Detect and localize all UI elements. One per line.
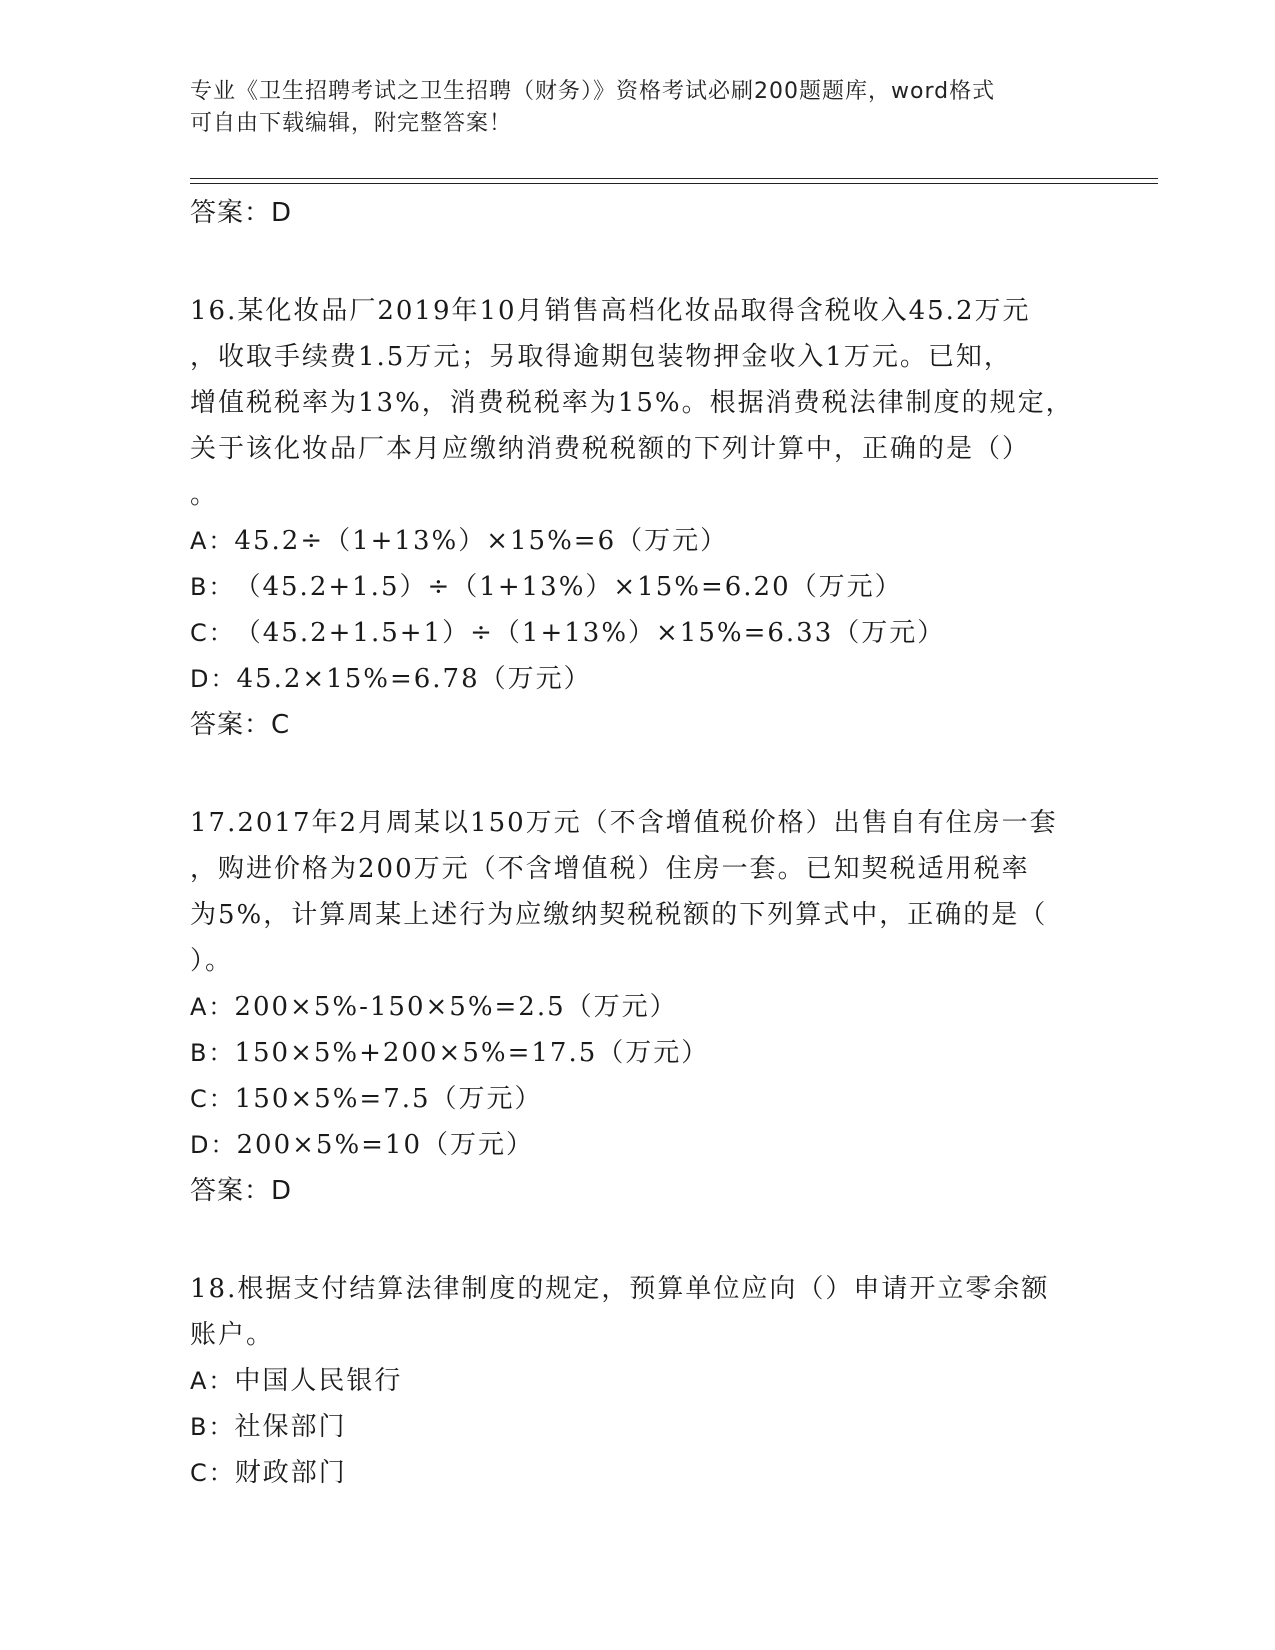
question-stem-line: 关于该化妆品厂本月应缴纳消费税税额的下列计算中，正确的是（） xyxy=(190,434,1031,464)
option-b xyxy=(190,1030,1090,1076)
option-letter: D： xyxy=(190,665,237,693)
option-b xyxy=(190,1404,1090,1450)
option-text: 中国人民银行 xyxy=(234,1366,403,1396)
question-stem-line: 。 xyxy=(190,480,219,510)
option-text: （45.2+1.5）÷（1+13%）×15%=6.20（万元） xyxy=(234,572,903,602)
option-letter: C： xyxy=(190,1459,235,1487)
question-content xyxy=(190,190,1090,1496)
option-letter: B： xyxy=(190,1413,235,1441)
question-17 xyxy=(190,800,1090,1214)
header-title-line-1: 专业《卫生招聘考试之卫生招聘（财务）》资格考试必刷200题题库，word格式 xyxy=(190,79,996,104)
previous-answer: 答案：D xyxy=(190,198,293,228)
option-text: 45.2÷（1+13%）×15%=6（万元） xyxy=(234,526,729,556)
option-text: （45.2+1.5+1）÷（1+13%）×15%=6.33（万元） xyxy=(234,618,946,648)
option-text: 45.2×15%=6.78（万元） xyxy=(236,664,592,694)
question-answer: 答案：C xyxy=(190,710,291,740)
header-divider-bottom xyxy=(190,183,1158,184)
question-stem-line: 增值税税率为13%，消费税税率为15%。根据消费税法律制度的规定， xyxy=(190,388,1074,418)
option-c xyxy=(190,610,1090,656)
spacer xyxy=(190,236,1090,288)
question-stem-line: 为5%，计算周某上述行为应缴纳契税税额的下列算式中，正确的是（ xyxy=(190,900,1048,930)
option-text: 200×5%-150×5%=2.5（万元） xyxy=(234,992,678,1022)
option-text: 社保部门 xyxy=(234,1412,347,1442)
question-stem-line: ，购进价格为200万元（不含增值税）住房一套。已知契税适用税率 xyxy=(190,854,1030,884)
header-divider-top xyxy=(190,178,1158,179)
question-stem-line: ，收取手续费1.5万元；另取得逾期包装物押金收入1万元。已知， xyxy=(190,342,1012,372)
question-stem-line: 账户。 xyxy=(190,1320,275,1350)
question-stem-line: ）。 xyxy=(190,946,234,976)
option-b xyxy=(190,564,1090,610)
option-a xyxy=(190,518,1090,564)
spacer xyxy=(190,1214,1090,1266)
option-text: 150×5%+200×5%=17.5（万元） xyxy=(234,1038,710,1068)
question-16 xyxy=(190,288,1090,748)
option-d xyxy=(190,1122,1090,1168)
option-text: 200×5%=10（万元） xyxy=(236,1130,535,1160)
option-letter: C： xyxy=(190,619,235,647)
question-stem-line: 17.2017年2月周某以150万元（不含增值税价格）出售自有住房一套 xyxy=(190,808,1058,838)
document-header xyxy=(190,76,1080,140)
question-stem-line: 18.根据支付结算法律制度的规定，预算单位应向（）申请开立零余额 xyxy=(190,1274,1050,1304)
option-text: 150×5%=7.5（万元） xyxy=(234,1084,543,1114)
option-d xyxy=(190,656,1090,702)
question-answer: 答案：D xyxy=(190,1176,293,1206)
option-text: 财政部门 xyxy=(234,1458,347,1488)
option-c xyxy=(190,1076,1090,1122)
option-c xyxy=(190,1450,1090,1496)
header-title-line-2: 可自由下载编辑，附完整答案！ xyxy=(190,111,513,136)
option-letter: A： xyxy=(190,1367,235,1395)
option-a xyxy=(190,984,1090,1030)
option-a xyxy=(190,1358,1090,1404)
question-18 xyxy=(190,1266,1090,1496)
option-letter: B： xyxy=(190,573,235,601)
question-stem-line: 16.某化妆品厂2019年10月销售高档化妆品取得含税收入45.2万元 xyxy=(190,296,1031,326)
option-letter: A： xyxy=(190,993,235,1021)
option-letter: B： xyxy=(190,1039,235,1067)
option-letter: D： xyxy=(190,1131,237,1159)
option-letter: A： xyxy=(190,527,235,555)
spacer xyxy=(190,748,1090,800)
option-letter: C： xyxy=(190,1085,235,1113)
